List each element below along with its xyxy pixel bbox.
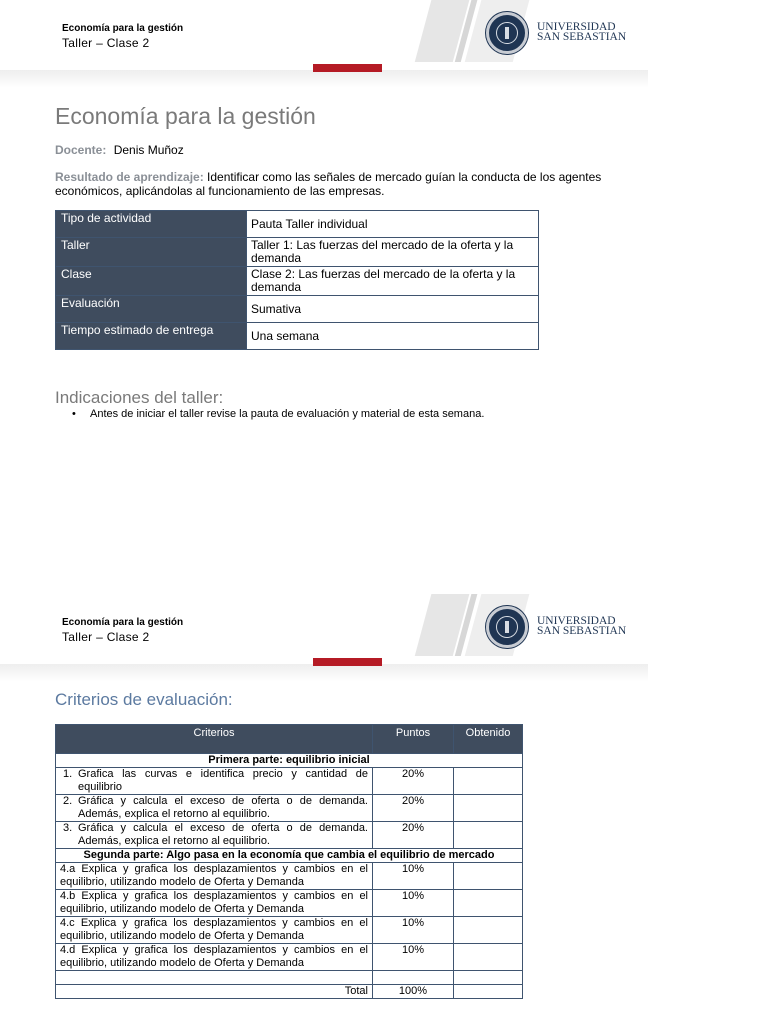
table-row [56,863,523,890]
activity-info-table [55,210,539,350]
info-value: Sumativa [247,296,539,323]
university-seal-icon [486,12,528,54]
criterion-text: 4.c Explica y grafica los desplazamientos y cambios en el equilibrio, utilizando modelo de Oferta y Demanda [56,917,373,944]
header-accent-bar [313,64,382,72]
docente-name: Denis Muñoz [113,143,184,157]
indicacion-text: Antes de iniciar el taller revise la pauta de evaluación y material de esta semana. [90,408,485,420]
criterion-points: 20% [373,768,454,795]
resultado-text: Identificar como las señales de mercado guían la conducta de los agentes económicos, aplicándolas al funcionamiento de las empresas. [55,170,602,198]
info-key: Tipo de actividad [56,211,247,238]
info-value: Clase 2: Las fuerzas del mercado de la oferta y la demanda [247,267,539,296]
table-row [56,890,523,917]
table-row [56,211,539,238]
section-row [56,849,523,863]
indicaciones-heading: Indicaciones del taller: [55,388,224,407]
info-value: Taller 1: Las fuerzas del mercado de la oferta y la demanda [247,238,539,267]
page-header [0,594,648,684]
table-row [56,944,523,971]
bullet-icon: • [72,408,76,420]
total-row [56,985,523,999]
docente-line [55,143,184,157]
info-key: Taller [56,238,247,267]
obtained-cell [454,863,523,890]
table-row [56,822,523,849]
page-header [0,0,648,90]
criterion-text: 4.a Explica y grafica los desplazamientos y cambios en el equilibrio, utilizando modelo de Oferta y Demanda [56,863,373,890]
criterion-points: 10% [373,917,454,944]
criterion-text: 4.d Explica y grafica los desplazamientos y cambios en el equilibrio, utilizando modelo de Oferta y Demanda [56,944,373,971]
table-row [56,917,523,944]
criterion-text: 4.b Explica y grafica los desplazamientos y cambios en el equilibrio, utilizando modelo de Oferta y Demanda [56,890,373,917]
obtained-cell [454,795,523,822]
obtained-cell [454,917,523,944]
docente-label: Docente: [55,143,107,157]
criterion-points: 10% [373,944,454,971]
section-row [56,754,523,768]
obtained-cell [454,944,523,971]
criterion-points: 10% [373,890,454,917]
table-row [56,238,539,267]
criterion-text: Gráfica y calcula el exceso de oferta o de demanda. Además, explica el retorno al equilibrio. [78,795,368,820]
criterion-text: Grafica las curvas e identifica precio y cantidad de equilibrio [78,768,368,793]
info-value: Pauta Taller individual [247,211,539,238]
table-row [56,323,539,350]
table-header-row [56,725,523,754]
obtained-cell [454,890,523,917]
university-logo: UNIVERSIDAD SAN SEBASTIAN [537,21,627,43]
criterion-number: 1. [63,768,73,780]
info-value: Una semana [247,323,539,350]
section-title: Segunda parte: Algo pasa en la economía que cambia el equilibrio de mercado [56,849,523,863]
header-course-title: Economía para la gestión [62,23,184,34]
info-key: Tiempo estimado de entrega [56,323,247,350]
total-label: Total [56,985,373,999]
table-row [56,795,523,822]
info-key: Clase [56,267,247,296]
table-row [56,296,539,323]
header-subtitle: Taller – Clase 2 [62,630,150,644]
header-course-title: Economía para la gestión [62,617,184,628]
empty-row [56,971,523,985]
university-logo: UNIVERSIDAD SAN SEBASTIAN [537,615,627,637]
obtained-cell [454,985,523,999]
resultado-aprendizaje [55,170,665,198]
criterion-text: Gráfica y calcula el exceso de oferta o de demanda. Además, explica el retorno al equilibrio. [78,822,368,847]
table-row [56,267,539,296]
document-title: Economía para la gestión [55,103,316,129]
column-header: Puntos [373,725,454,754]
info-key: Evaluación [56,296,247,323]
evaluation-criteria-table [55,724,523,999]
criterion-points: 10% [373,863,454,890]
resultado-label: Resultado de aprendizaje: [55,170,204,184]
total-points: 100% [373,985,454,999]
header-subtitle: Taller – Clase 2 [62,36,150,50]
criterios-heading: Criterios de evaluación: [55,690,233,709]
column-header: Criterios [56,725,373,754]
table-row [56,768,523,795]
criterion-points: 20% [373,795,454,822]
university-seal-icon [486,606,528,648]
list-item [72,408,484,420]
obtained-cell [454,768,523,795]
criterion-points: 20% [373,822,454,849]
criterion-number: 2. [63,795,73,807]
column-header: Obtenido [454,725,523,754]
header-accent-bar [313,658,382,666]
section-title: Primera parte: equilibrio inicial [56,754,523,768]
obtained-cell [454,822,523,849]
criterion-number: 3. [63,822,73,834]
